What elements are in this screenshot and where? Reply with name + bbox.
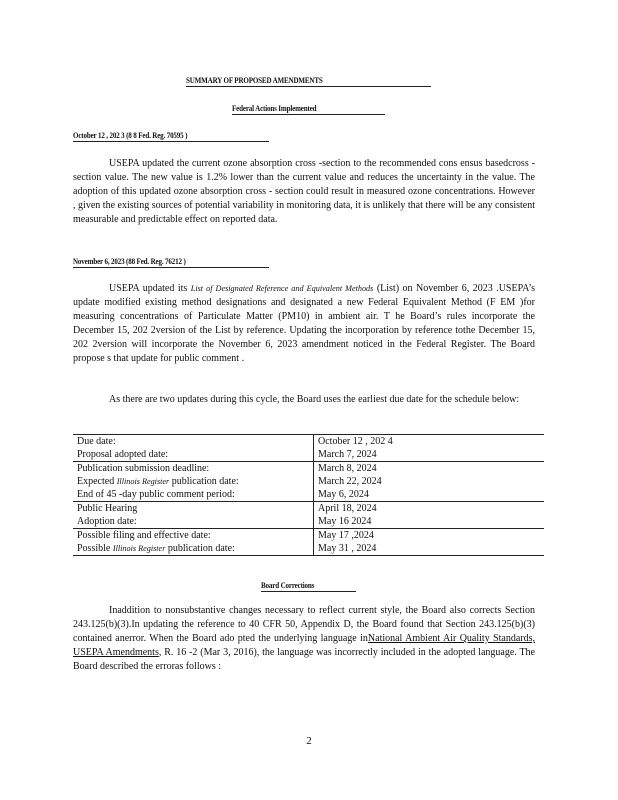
illinois-register-italic: Illinois Register [116,477,170,486]
action2-text-b: (List) on November 6, 2023 .USEPA’s update modified existing method designations and designated a new Federal Equivalent Method (F EM )for measuring concentrations of Particulate Matter (PM10) in ambient air. T he Board’s rules incorporate the December 15, 202 2version of the List by reference. Updating the incorporation by reference tothe December 15, 202 2version will incorporate the November 6, 2023 amendment noticed in the Federal Register. The Board propose s that update for public comment . [73,283,536,364]
page-number: 2 [306,735,312,747]
schedule-value: May 31 , 2024 [314,542,545,556]
schedule-intro-text: As there are two updates during this cycle, the Board uses the earliest due date for the schedule below: [109,394,520,405]
schedule-value: April 18, 2024 [314,502,545,516]
summary-heading: SUMMARY OF PROPOSED AMENDMENTS [186,75,323,85]
subheading-underline [232,114,385,115]
schedule-row [73,462,544,476]
heading-underline [186,86,431,87]
schedule-label: Possible filing and effective date: [73,529,314,543]
corrections-text-a: Inaddition to nonsubstantive changes necessary to reflect current style, the Board also corrects Section 243.125(b)(3).In updating the reference to 40 CFR 50, Appendix D, the Board found that Section 243.125(b)(3) contained anerror. When the Board ado pted the underlying language in [73,605,535,644]
schedule-row [73,475,544,488]
action1-date-underline [73,141,269,142]
schedule-label: Proposal adopted date: [73,448,314,462]
action2-paragraph [73,282,535,366]
schedule-row [73,488,544,502]
action1-paragraph [73,157,535,227]
federal-actions-heading: Federal Actions Implemented [232,103,317,113]
schedule-label: Due date: [73,435,314,449]
schedule-intro-paragraph [73,393,535,407]
schedule-label: Adoption date: [73,515,314,529]
schedule-row [73,448,544,462]
schedule-label [73,475,314,488]
corrections-text-b: , R. 16 -2 (Mar 3, 2016), the language was incorrectly included in the adopted language. The Board described the erroras follows : [73,647,535,672]
board-corrections-heading: Board Corrections [261,580,315,590]
rulemaking-title-underlined: National Ambient Air Quality Standards, USEPA Amendments [73,633,536,658]
schedule-label [73,542,314,556]
schedule-label-text: Expected [77,476,115,487]
corrections-underline [261,591,356,592]
schedule-label: End of 45 -day public comment period: [73,488,314,502]
schedule-row [73,502,544,516]
schedule-row [73,542,544,556]
schedule-label: Public Hearing [73,502,314,516]
action2-date-underline [73,267,269,268]
schedule-value: March 22, 2024 [318,476,382,487]
list-title-italic: List of Designated Reference and Equivalent Methods [190,284,374,293]
illinois-register-italic: Illinois Register [112,544,166,553]
action2-text-a: USEPA updated its [109,283,188,294]
schedule-table [73,434,544,556]
action2-date: November 6, 2023 (88 Fed. Reg. 76212 ) [73,256,186,266]
corrections-paragraph [73,604,535,674]
action1-date: October 12 , 202 3 (8 8 Fed. Reg. 70595 ) [73,130,188,140]
schedule-label-text: Possible [77,543,111,554]
schedule-label: Publication submission deadline: [73,462,314,476]
schedule-value: May 6, 2024 [318,489,369,500]
schedule-row [73,515,544,529]
schedule-value: March 7, 2024 [318,449,377,460]
schedule-label-text: publication date: [171,476,239,487]
schedule-value: March 8, 2024 [314,462,545,476]
schedule-value: May 17 ,2024 [314,529,545,543]
action1-text: USEPA updated the current ozone absorption cross -section to the recommended cons ensus basedcross - section value. The new value is 1.2% lower than the current value and reduces the uncertainty in the value. The adoption of this updated ozone absorption cross - section could result in measured ozone concentrations. However , given the existing sources of potential variability in monitoring data, it is unlikely that there will be any consistent measurable and predictable effect on reported data. [73,158,535,225]
schedule-value: October 12 , 202 4 [314,435,545,449]
schedule-row [73,529,544,543]
schedule-value: May 16 2024 [318,516,372,527]
schedule-row [73,435,544,449]
schedule-label-text: publication date: [167,543,235,554]
